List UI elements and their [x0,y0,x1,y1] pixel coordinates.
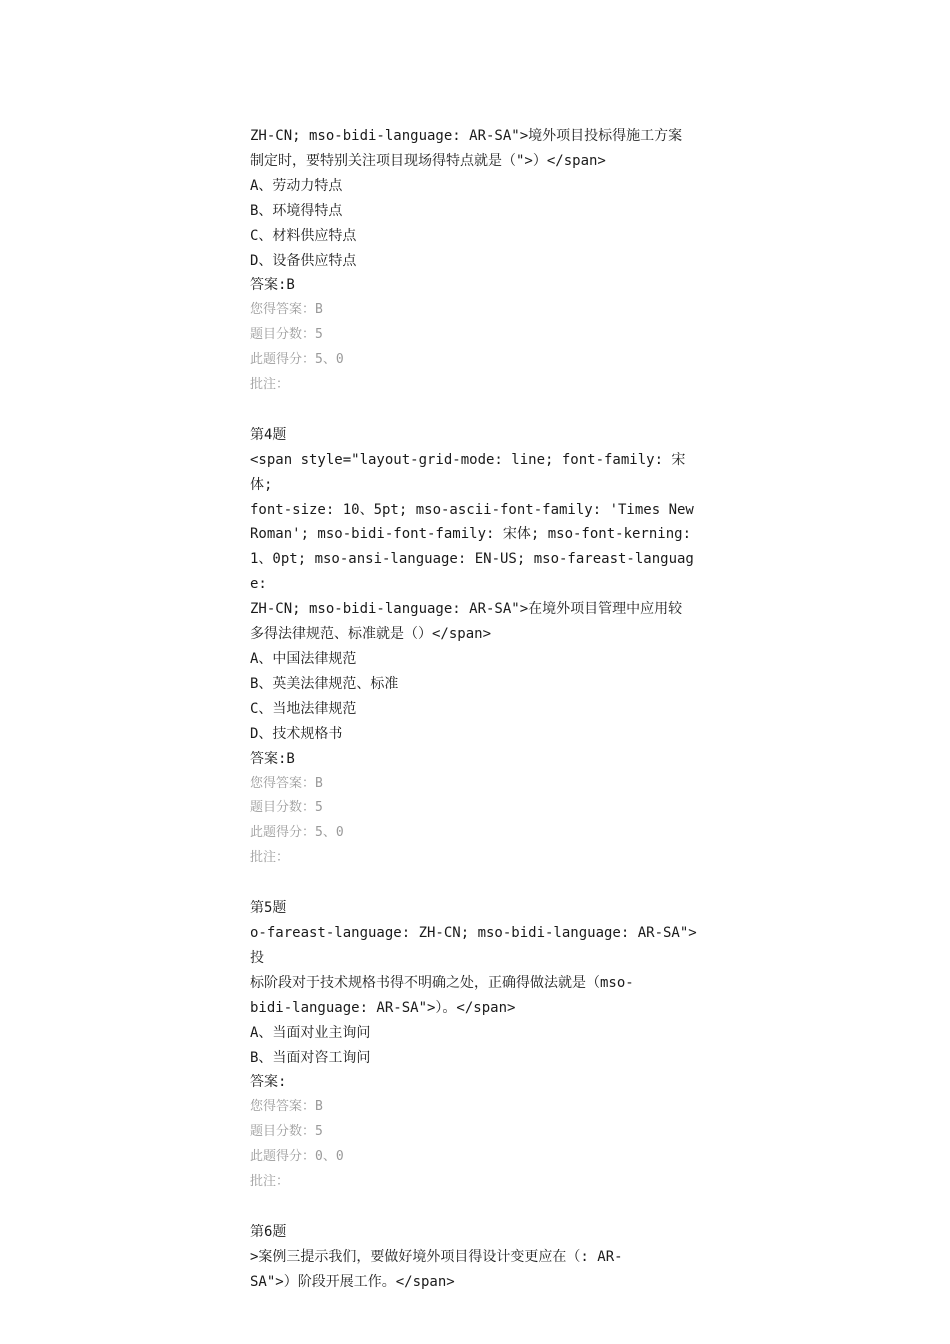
question-text-line: ZH-CN; mso-bidi-language: AR-SA">在境外项目管理中应用较 [250,601,683,618]
question-text-line: ZH-CN; mso-bidi-language: AR-SA">境外项目投标得施工方案 [250,128,683,144]
points-earned: 此题得分：5、0 [250,352,344,368]
question-score: 题目分数：5 [250,1124,323,1140]
spacer [250,1195,700,1220]
question-text-line: 制定时，要特别关注项目现场得特点就是（">）</span> [250,152,606,169]
question-text-line: 标阶段对于技术规格书得不明确之处，正确得做法就是（mso- [250,974,634,991]
comment-label: 批注： [250,850,290,866]
question-6 [250,1220,700,1295]
question-5 [250,896,700,1195]
option-b: B、当面对咨工询问 [250,1049,371,1066]
document-page [250,124,700,1295]
correct-answer: 答案: [250,1074,287,1091]
question-title: 第5题 [250,900,287,917]
question-text-line: Roman'; mso-bidi-font-family: 宋体; mso-font-kerning: [250,526,692,543]
comment-label: 批注： [250,377,290,393]
option-a: A、当面对业主询问 [250,1024,371,1041]
question-text-line: 多得法律规范、标准就是（）</span> [250,626,492,643]
comment-label: 批注： [250,1174,290,1190]
correct-answer: 答案:B [250,277,295,294]
question-text-line: SA">）阶段开展工作。</span> [250,1273,455,1290]
option-c: C、当地法律规范 [250,700,357,717]
option-a: A、中国法律规范 [250,651,357,668]
your-answer: 您得答案：B [250,775,323,791]
option-d: D、技术规格书 [250,725,343,742]
correct-answer: 答案:B [250,750,295,767]
question-text-line: 1、0pt; mso-ansi-language: EN-US; mso-fareast-language: [250,551,694,593]
spacer [250,398,700,423]
option-c: C、材料供应特点 [250,227,357,244]
points-earned: 此题得分：0、0 [250,1149,344,1165]
question-text-line: font-size: 10、5pt; mso-ascii-font-family: 'Times New [250,501,694,518]
spacer [250,871,700,896]
question-3 [250,124,700,398]
your-answer: 您得答案：B [250,302,323,318]
points-earned: 此题得分：5、0 [250,825,344,841]
option-d: D、设备供应特点 [250,252,357,269]
question-title: 第6题 [250,1223,287,1240]
option-b: B、英美法律规范、标准 [250,675,399,692]
question-text-line: <span style="layout-grid-mode: line; font-family: 宋体; [250,451,686,493]
option-b: B、环境得特点 [250,202,343,219]
option-a: A、劳动力特点 [250,177,343,194]
question-text-line: >案例三提示我们，要做好境外项目得设计变更应在（: AR- [250,1248,623,1265]
your-answer: 您得答案：B [250,1099,323,1115]
question-text-line: o-fareast-language: ZH-CN; mso-bidi-language: AR-SA">投 [250,924,697,966]
question-text-line: bidi-language: AR-SA">）。</span> [250,999,516,1016]
question-title: 第4题 [250,426,287,443]
question-4 [250,423,700,871]
question-score: 题目分数：5 [250,327,323,343]
question-score: 题目分数：5 [250,800,323,816]
